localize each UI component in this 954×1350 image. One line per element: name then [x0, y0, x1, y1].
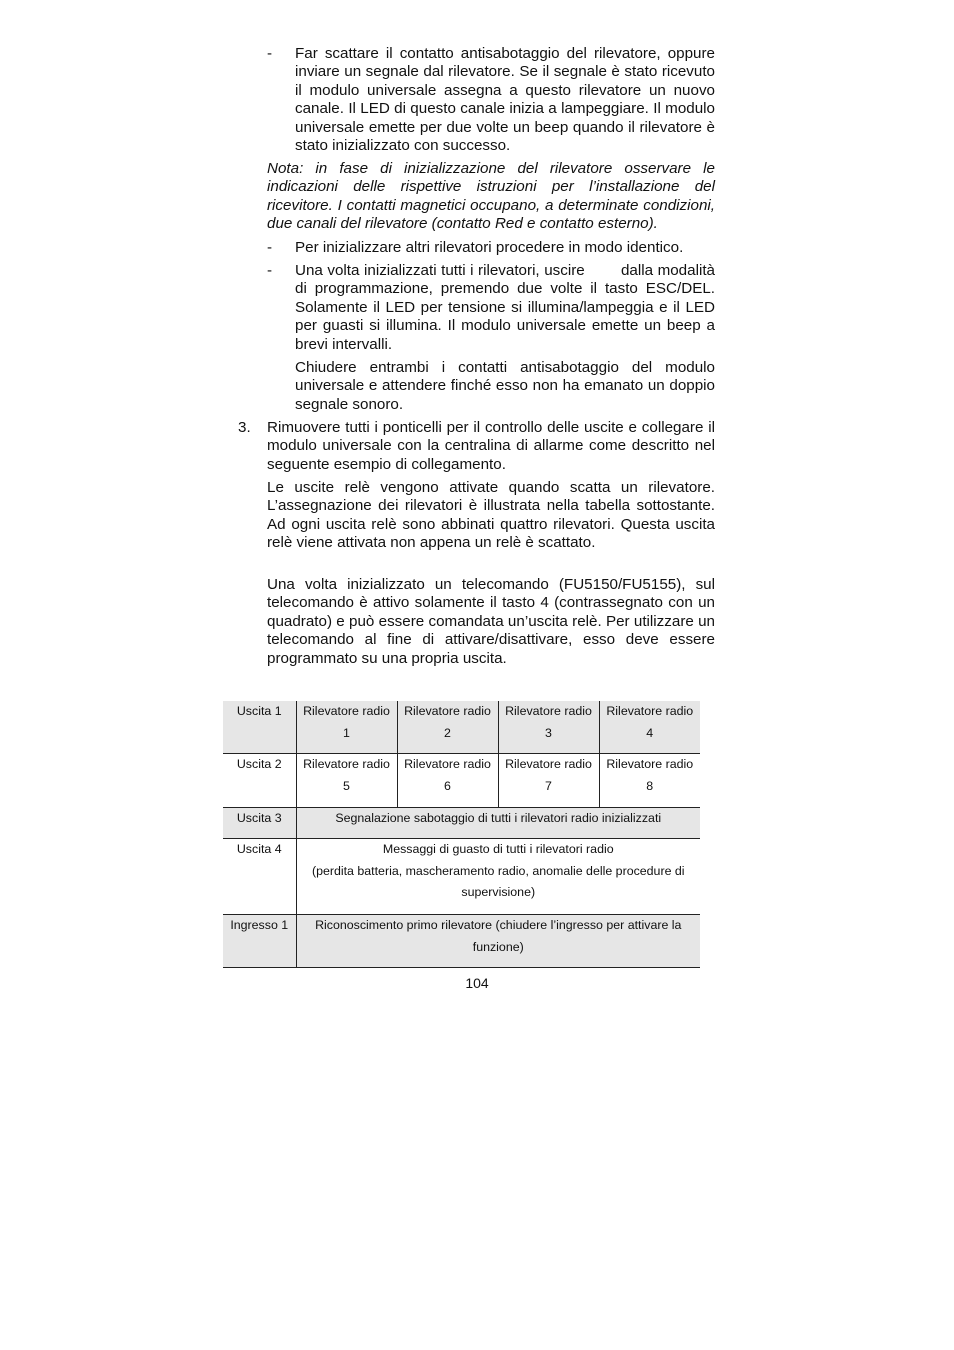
- step-3-para-2: Le uscite relè vengono attivate quando scatta un rilevatore. L’assegnazione dei rilevatori è illustrata nella tabella sottostante. Ad ogni uscita relè sono abbinati quattro rilevatori. Questa uscita relè viene attivata non appena un relè è scattato.: [267, 479, 715, 552]
- bullet-dash: -: [267, 262, 273, 279]
- table-row: [223, 754, 700, 808]
- table-cell: Rilevatore radio 8: [599, 754, 700, 808]
- table-cell: Rilevatore radio 6: [397, 754, 498, 808]
- table-cell: Rilevatore radio 4: [599, 701, 700, 754]
- table-cell-line: (perdita batteria, mascheramento radio, anomalie delle procedure di supervisione): [311, 863, 685, 899]
- bullet-text-exit: Una volta inizializzati tutti i rilevatori, uscire dalla modalità di programmazione, premendo due volte il tasto ESC/DEL. Solamente il LED per tensione si illumina/lampeggia e il LED per guasti si illumina. Il modulo universale emette un beep a brevi intervalli.: [295, 262, 720, 353]
- table-cell: Rilevatore radio 1: [296, 701, 397, 754]
- step-3-para-3: Una volta inizializzato un telecomando (FU5150/FU5155), sul telecomando è attivo solamente il tasto 4 (contrassegnato con un quadrato) e può essere comandata un’uscita relè. Per utilizzare un telecomando al fine di attivare/disattivare, esso deve essere programmato su una propria uscita.: [267, 576, 715, 667]
- output-assignment-table: [223, 701, 700, 968]
- row-label: Uscita 2: [223, 754, 296, 808]
- table-row: [223, 701, 700, 754]
- table-cell-span: Riconoscimento primo rilevatore (chiudere l’ingresso per attivare la funzione): [296, 915, 700, 968]
- row-label: Uscita 3: [223, 808, 296, 839]
- row-label: Uscita 4: [223, 839, 296, 915]
- table-cell: Rilevatore radio 3: [498, 701, 599, 754]
- step-number: 3.: [238, 419, 251, 436]
- bullet-text-more-detectors: Per inizializzare altri rilevatori procedere in modo identico.: [295, 239, 684, 256]
- bullet-text-trigger: Far scattare il contatto antisabotaggio del rilevatore, oppure inviare un segnale dal rilevatore. Se il segnale è stato ricevuto il modulo universale assegna a questo rilevatore un nuovo canale. Il LED di questo canale inizia a lampeggiare. Il modulo universale emette per due volte un beep quando il rilevatore è stato inizializzato con successo.: [295, 45, 715, 155]
- step-3-text: Rimuovere tutti i ponticelli per il controllo delle uscite e collegare il modulo universale con la centralina di allarme come descritto nel seguente esempio di collegamento.: [267, 419, 715, 473]
- table-cell: Rilevatore radio 7: [498, 754, 599, 808]
- table-row: [223, 915, 700, 968]
- table-cell-span: Segnalazione sabotaggio di tutti i rilevatori radio inizializzati: [296, 808, 700, 839]
- table-cell-span: [296, 839, 700, 915]
- table-row: [223, 808, 700, 839]
- table-row: [223, 839, 700, 915]
- bullet-dash: -: [267, 45, 273, 62]
- table-cell-line: Messaggi di guasto di tutti i rilevatori radio: [382, 842, 614, 856]
- table-cell: Rilevatore radio 5: [296, 754, 397, 808]
- row-label: Uscita 1: [223, 701, 296, 754]
- close-contacts-text: Chiudere entrambi i contatti antisabotaggio del modulo universale e attendere finché esso non ha emanato un doppio segnale sonoro.: [295, 359, 715, 413]
- bullet-dash: -: [267, 239, 273, 256]
- row-label: Ingresso 1: [223, 915, 296, 968]
- page-number: 104: [465, 975, 489, 991]
- table-cell: Rilevatore radio 2: [397, 701, 498, 754]
- note-text: Nota: in fase di inizializzazione del rilevatore osservare le indicazioni delle rispettive istruzioni per l’installazione del ricevitore. I contatti magnetici occupano, a determinate condizioni, due canali del rilevatore (contatto Red e contatto esterno).: [267, 160, 715, 233]
